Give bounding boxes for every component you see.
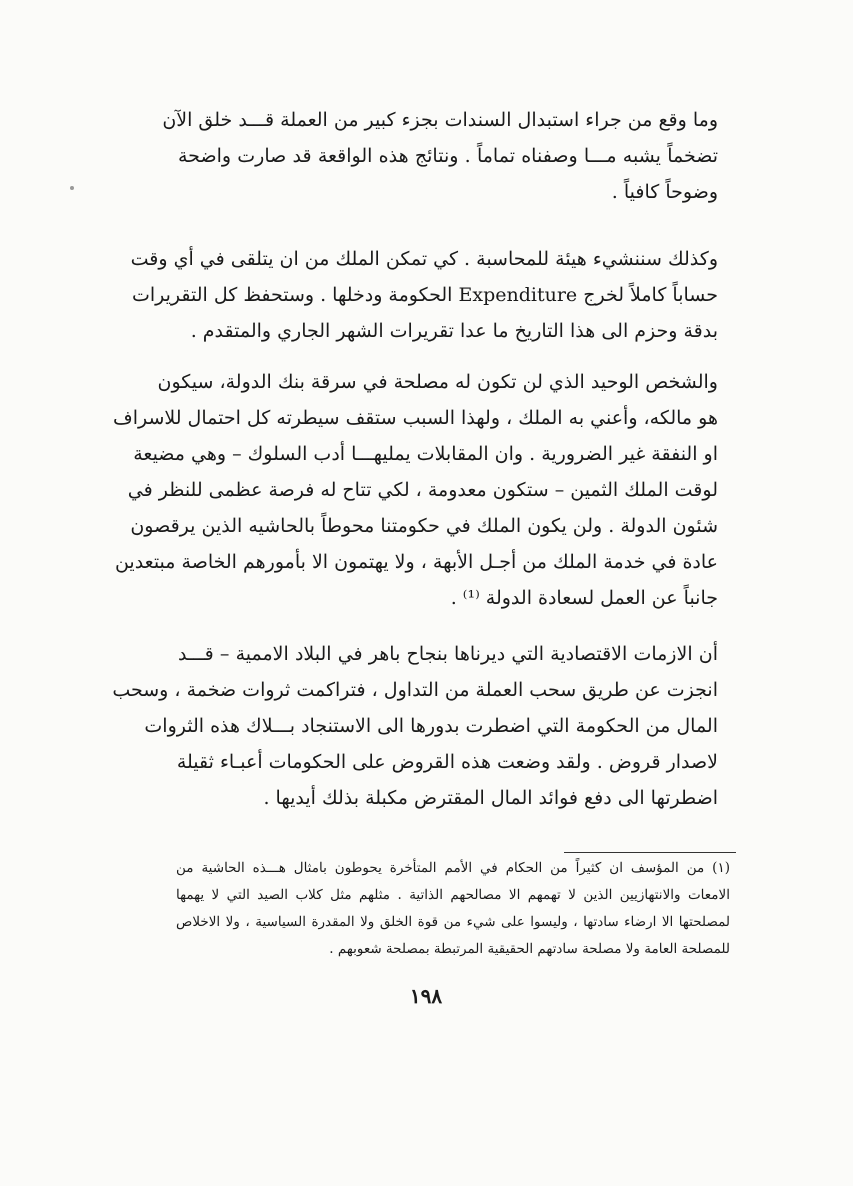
text-line: لاصدار قروض . ولقد وضعت هذه القروض على الحكومات أعبـاء ثقيلة [176, 751, 718, 773]
footnote [176, 855, 730, 963]
paragraph-1 [162, 102, 718, 210]
paragraph-4 [112, 636, 718, 816]
page-number: ١٩٨ [409, 984, 443, 1008]
text-line: انجزت عن طريق سحب العملة من التداول ، فتراكمت ثروات ضخمة ، وسحب [112, 679, 718, 701]
text-line: بدقة وحزم الى هذا التاريخ ما عدا تقريرات الشهر الجاري والمتقدم . [190, 320, 718, 342]
text-line: او النفقة غير الضرورية . وان المقابلات يمليهـــا أدب السلوك – وهي مضيعة [133, 443, 718, 465]
text-line: هو مالكه، وأعني به الملك ، ولهذا السبب ستقف سيطرته كل احتمال للاسراف [113, 407, 718, 429]
text-line: اضطرتها الى دفع فوائد المال المقترض مكبلة بذلك أيديها . [263, 787, 718, 809]
text-line: المال من الحكومة التي اضطرت بدورها الى الاستنجاد بـــلاك هذه الثروات [144, 715, 718, 737]
text-line: شئون الدولة . ولن يكون الملك في حكومتنا محوطاً بالحاشيه الذين يرقصون [130, 515, 718, 537]
text-line: أن الازمات الاقتصادية التي ديرناها بنجاح باهر في البلاد الاممية – قـــد [178, 643, 718, 665]
paragraph-2 [130, 241, 718, 349]
footnote-line: الامعات والانتهازيين الذين لا تهمهم الا مصالحهم الذاتية . مثلهم مثل كلاب الصيد التي لا يهمها [176, 887, 730, 903]
text-line: جانباً عن العمل لسعادة الدولة ⁽¹⁾ . [450, 587, 718, 609]
text-line: وكذلك سننشيء هيئة للمحاسبة . كي تمكن الملك من ان يتلقى في أي وقت [130, 248, 718, 270]
footnote-line: (١) من المؤسف ان كثيراً من الحكام في الأمم المتأخرة يحوطون بامثال هـــذه الحاشية من [176, 860, 730, 876]
text-line: وما وقع من جراء استبدال السندات بجزء كبير من العملة قـــد خلق الآن [162, 109, 718, 131]
footnote-line: للمصلحة العامة ولا مصلحة سادتهم الحقيقية المرتبطة بمصلحة شعوبهم . [329, 941, 730, 957]
footnote-line: لمصلحتها الا ارضاء سادتها ، وليسوا على شيء من قوة الخلق ولا المقدرة السياسية ، ولا الاخلاص [176, 914, 730, 930]
text-line: وضوحاً كافياً . [611, 181, 718, 203]
text-line: عادة في خدمة الملك من أجـل الأبهة ، ولا يهتمون الا بأمورهم الخاصة مبتعدين [114, 551, 718, 573]
text-line: لوقت الملك الثمين – ستكون معدومة ، لكي تتاح له فرصة عظمى للنظر في [127, 479, 718, 501]
footnote-separator [564, 852, 736, 853]
text-line: والشخص الوحيد الذي لن تكون له مصلحة في سرقة بنك الدولة، سيكون [157, 371, 718, 393]
text-line: حساباً كاملاً لخرج Expenditure الحكومة ودخلها . وستحفظ كل التقريرات [131, 284, 718, 306]
text-line: تضخماً يشبه مـــا وصفناه تماماً . ونتائج هذه الواقعة قد صارت واضحة [178, 145, 718, 167]
scan-speck [70, 186, 74, 190]
paragraph-3 [113, 364, 718, 616]
